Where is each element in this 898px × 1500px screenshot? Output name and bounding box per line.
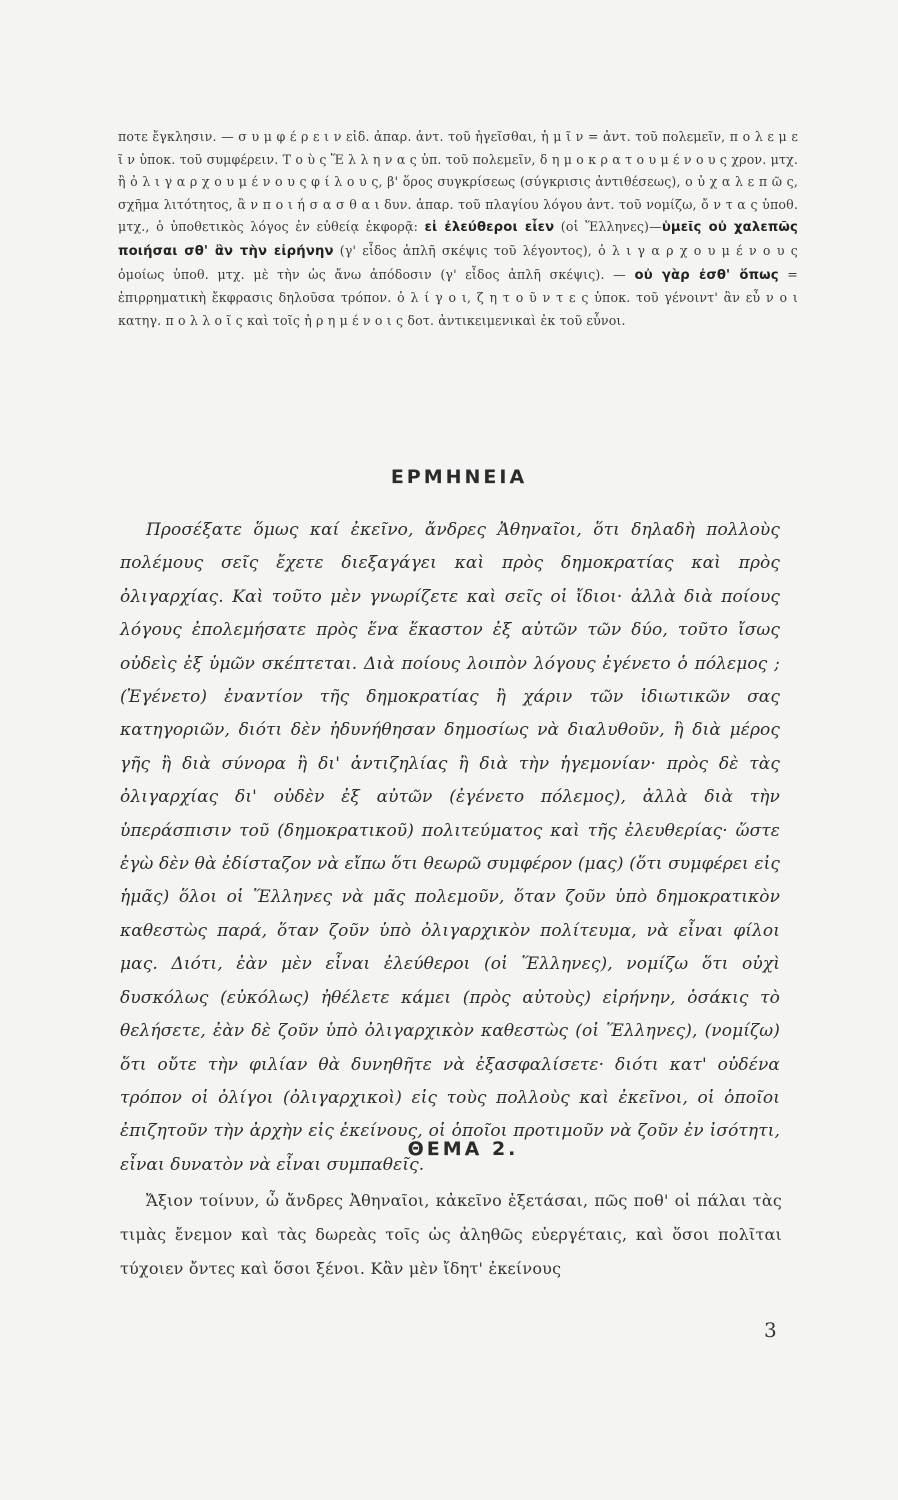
- grammatical-notes: [118, 126, 798, 332]
- notes-bold-phrase-1: εἰ ἐλεύθεροι εἶεν: [424, 220, 555, 236]
- notes-text-2: (οἱ Ἕλληνες)—: [560, 219, 662, 235]
- notes-paragraph: [118, 126, 798, 332]
- notes-bold-phrase-3: οὐ γὰρ ἐσθ' ὅπως: [634, 267, 779, 283]
- theme-paragraph: Ἄξιον τοίνυν, ὦ ἄνδρες Ἀθηναῖοι, κἀκεῖνο ἐξετάσαι, πῶς ποθ' οἱ πάλαι τὰς τιμὰς ἔνεμον καὶ τὰς δωρεὰς τοῖς ὡς ἀληθῶς εὐεργέταις, καὶ ὅσοι πολῖται τύχοιεν ὄντες καὶ ὅσοι ξένοι. Κἂν μὲν ἴδητ' ἐκείνους: [120, 1191, 782, 1278]
- theme-text: [120, 1184, 782, 1286]
- notes-text-1: ποτε ἔγκλησιν. — σ υ μ φ έ ρ ε ι ν εἰδ. ἀπαρ. ἀντ. τοῦ ἡγεῖσθαι, ἡ μ ῖ ν = ἀντ. τοῦ πολεμεῖν, π ο λ ε μ ε ῖ ν ὑποκ. τοῦ συμφέρειν. Τ ο ὺ ς Ἕ λ λ η ν α ς ὑπ. τοῦ πολεμεῖν, δ η μ ο κ ρ α τ ο υ μ έ ν ο υ ς χρον. μτχ. ἢ ὀ λ ι γ α ρ χ ο υ μ έ ν ο υ ς φ ί λ ο υ ς, β' ὅρος συγκρίσεως (σύγκρισις ἀντιθέσεως), ο ὐ χ α λ ε π ῶ ς, σχῆμα λιτότητος, ἂ ν π ο ι ή σ α σ θ α ι δυν. ἀπαρ. τοῦ πλαγίου λόγου ἀντ. τοῦ νομίζω, ὄ ν τ α ς ὑποθ. μτχ., ὁ ὑποθετικὸς λόγος ἐν εὐθείᾳ ἐκφορᾷ:: [118, 129, 798, 235]
- notes-text-4: = ἐπιρρηματικὴ ἔκφρασις δηλοῦσα τρόπον. ὀ λ ί γ ο ι, ζ η τ ο ῦ ν τ ε ς ὑποκ. τοῦ γένοιντ' ἂν εὖ ν ο ι κατηγ. π ο λ λ ο ῖ ς καὶ τοῖς ἠ ρ η μ έ ν ο ι ς δοτ. ἀντικειμενικαὶ ἐκ τοῦ εὖνοι.: [118, 266, 798, 328]
- notes-text-3: (γ' εἶδος ἁπλῆ σκέψις τοῦ λέγοντος), ὀ λ ι γ α ρ χ ο υ μ έ ν ο υ ς ὁμοίως ὑποθ. μτχ. μὲ τὴν ὡς ἄνω ἀπόδοσιν (γ' εἶδος ἁπλῆ σκέψις). —: [118, 242, 798, 282]
- translation-paragraph: Προσέξατε ὅμως καί ἐκεῖνο, ἄνδρες Ἀθηναῖοι, ὅτι δηλαδὴ πολλοὺς πολέμους σεῖς ἔχετε διεξαγάγει καὶ πρὸς δημοκρατίας καὶ πρὸς ὀλιγαρχίας. Καὶ τοῦτο μὲν γνωρίζετε καὶ σεῖς οἱ ἴδιοι· ἀλλὰ διὰ ποίους λόγους ἐπολεμήσατε πρὸς ἕνα ἕκαστον ἐξ αὐτῶν τῶν δύο, τοῦτο ἴσως οὐδεὶς ἐξ ὑμῶν σκέπτεται. Διὰ ποίους λοιπὸν λόγους ἐγένετο ὁ πόλεμος ; (Ἐγένετο) ἐναντίον τῆς δημοκρατίας ἢ χάριν τῶν ἰδιωτικῶν σας κατηγοριῶν, διότι δὲν ἠδυνήθησαν δημοσίως νὰ διαλυθοῦν, ἢ διὰ μέρος γῆς ἢ διὰ σύνορα ἢ δι' ἀντιζηλίας ἢ διὰ τὴν ἡγεμονίαν· πρὸς δὲ τὰς ὀλιγαρχίας δι' οὐδὲν ἐξ αὐτῶν (ἐγένετο πόλεμος), ἀλλὰ διὰ τὴν ὑπεράσπισιν τοῦ (δημοκρατικοῦ) πολιτεύματος καὶ τῆς ἐλευθερίας· ὥστε ἐγὼ δὲν θὰ ἐδίσταζον νὰ εἴπω ὅτι θεωρῶ συμφέρον (μας) (ὅτι συμφέρει εἰς ἡμᾶς) ὅλοι οἱ Ἕλληνες νὰ μᾶς πολεμοῦν, ὅταν ζοῦν ὑπὸ δημοκρατικὸν καθεστὼς παρά, ὅταν ζοῦν ὑπὸ ὀλιγαρχικὸν πολίτευμα, νὰ εἶναι φίλοι μας. Διότι, ἐὰν μὲν εἶναι ἐλεύθεροι (οἱ Ἕλληνες), νομίζω ὅτι οὐχὶ δυσκόλως (εὐκόλως) ἠθέλετε κάμει (πρὸς αὐτοὺς) εἰρήνην, ὁσάκις τὸ θελήσετε, ἐὰν δὲ ζοῦν ὑπὸ ὀλιγαρχικὸν καθεστὼς (οἱ Ἕλληνες), (νομίζω) ὅτι οὔτε τὴν φιλίαν θὰ δυνηθῆτε νὰ ἐξασφαλίσετε· διότι κατ' οὐδένα τρόπον οἱ ὀλίγοι (ὀλιγαρχικοὶ) εἰς τοὺς πολλοὺς καὶ ἐκεῖνοι, οἱ ὁποῖοι ἐπιζητοῦν τὴν ἀρχὴν εἰς ἐκείνους, οἱ ὁποῖοι προτιμοῦν νὰ ζοῦν ἐν ἰσότητι, εἶναι δυνατὸν νὰ εἶναι συμπαθεῖς.: [120, 520, 780, 1175]
- section-heading-thema-2: ΘΕΜΑ 2.: [407, 1138, 519, 1160]
- translation-text: [120, 514, 780, 1182]
- section-heading-hermeneia: ΕΡΜΗΝΕΙΑ: [390, 466, 528, 488]
- page-number: 3: [764, 1318, 777, 1342]
- notes-bold-phrase-2: ὑμεῖς οὐ χαλεπῶς ποιήσαι σθ' ἂν τὴν εἰρήνην: [118, 220, 799, 259]
